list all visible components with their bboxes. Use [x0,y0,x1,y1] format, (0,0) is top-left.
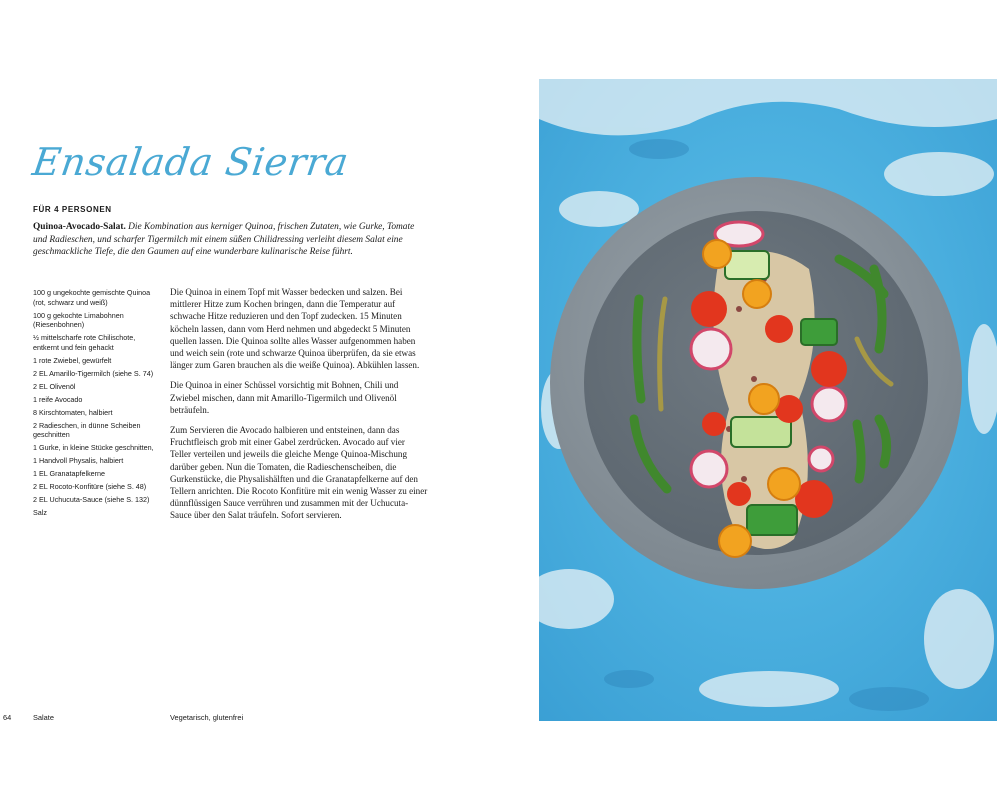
ingredient-item: 100 g gekochte Limabohnen (Riesenbohnen) [33,310,124,330]
method-text [170,286,428,530]
ingredient-item: 1 EL Granatapfelkerne [33,469,106,479]
page-number: 64 [3,713,12,722]
ingredient-item: 2 EL Rocoto-Konfitüre (siehe S. 48) [33,482,147,492]
intro-heading: Quinoa-Avocado-Salat. [33,222,126,232]
ingredient-item: 1 Gurke, in kleine Stücke geschnitten, [33,443,154,453]
ingredient-item: 2 EL Uchucuta-Sauce (siehe S. 132) [33,495,150,505]
ingredient-item: 1 Handvoll Physalis, halbiert [33,456,124,466]
diet-tags: Vegetarisch, glutenfrei [170,713,244,722]
ingredient-item: ½ mittelscharfe rote Chilischote, entkernt und fein gehackt [33,333,136,352]
ingredient-item: 2 EL Amarillo-Tigermilch (siehe S. 74) [33,368,154,378]
section-name: Salate [33,713,54,722]
recipe-intro [33,221,428,259]
servings-label: FÜR 4 PERSONEN [33,205,112,214]
ingredient-item: 2 EL Olivenöl [33,381,76,391]
method-step: Die Quinoa in einem Topf mit Wasser bedecken und salzen. Bei mittlerer Hitze zum Kochen bringen, dann die Temperatur auf schwache Hitze reduzieren und den Topf zudecken. 15 Minuten köcheln lassen, dann vom Herd nehmen und abgedeckt 5 Minuten quellen lassen. Die Quinoa sollte alles Wasser aufgenommen haben und weich sein (rote und schwarze Quinoa überprüfen, da sie etwas länger zum Garen brauchen als die weiße Quinoa). Abkühlen lassen. [170,287,420,371]
intro-text: Die Kombination aus kerniger Quinoa, frischen Zutaten, wie Gurke, Tomate und Radieschen, und scharfer Tigermilch mit einem süßen Chilidressing verleiht diesem Salat eine geschmackliche Tiefe, die den Gaumen auf eine wunderbare kulinarische Reise führt. [33,222,415,258]
ingredient-item: 100 g ungekochte gemischte Quinoa (rot, schwarz und weiß) [33,288,151,307]
ingredient-item: 1 reife Avocado [33,394,83,404]
method-step: Die Quinoa in einer Schüssel vorsichtig mit Bohnen, Chili und Zwiebel mischen, dann mit Amarillo-Tigermilch und Olivenöl beträufeln. [170,380,399,415]
ingredient-list [33,288,158,521]
ingredient-item: 2 Radieschen, in dünne Scheiben geschnitten [33,420,141,440]
method-step: Zum Servieren die Avocado halbieren und entsteinen, dann das Fruchtfleisch grob mit einer Gabel zerdrücken. Avocado auf vier Teller verteilen und jeweils die gleiche Menge Quinoa-Mischung darüber geben. Nun die Tomaten, die Radieschenscheiben, die Gurkenstücke, die Physalishälften und die Granatapfelkerne auf den Tellern anrichten. Die Rocoto Konfitüre mit ein wenig Wasser zu einer dünnflüssigen Sauce verrühren und zusammen mit der Uchucuta-Sauce über den Salat träufeln. Sofort servieren. [170,425,428,521]
ingredient-item: 8 Kirschtomaten, halbiert [33,407,113,417]
ingredient-item: Salz [33,508,47,518]
dish-photo [539,79,997,721]
recipe-title: Ensalada Sierra [29,140,352,184]
ingredient-item: 1 rote Zwiebel, gewürfelt [33,355,112,365]
